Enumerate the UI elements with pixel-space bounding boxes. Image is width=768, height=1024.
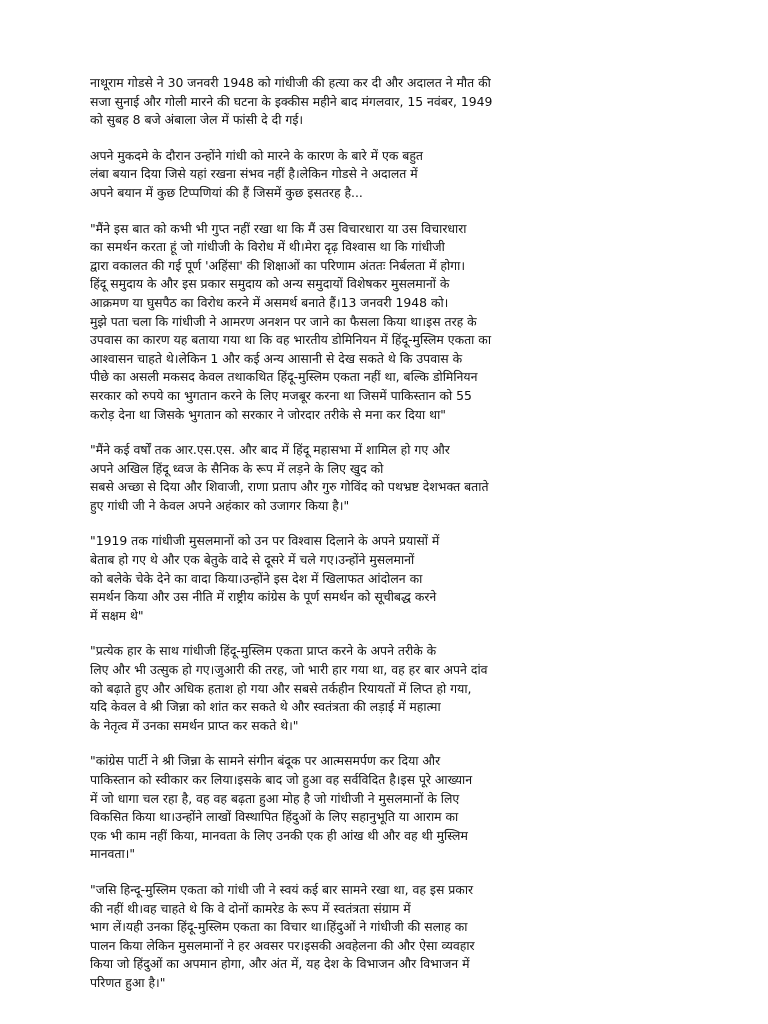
text-line: नाथूराम गोडसे ने 30 जनवरी 1948 को गांधीजी की हत्या कर दी और अदालत ने मौत की	[90, 75, 491, 90]
text-line: लिए और भी उत्सुक हो गए।जुआरी की तरह, जो भारी हार गया था, वह हर बार अपने दांव	[90, 662, 488, 678]
text-line: आक्रमण या घुसपैठ का विरोध करने में असमर्थ बनाते हैं।13 जनवरी 1948 को।	[90, 294, 449, 310]
paragraph-4	[90, 441, 682, 515]
text-line: को बढ़ाते हुए और अधिक हताश हो गया और सबसे तर्कहीन रियायतों में लिप्त हो गया,	[90, 680, 472, 696]
text-line: सरकार को रुपये का भुगतान करने के लिए मजबूर करना था जिसमें पाकिस्तान को 55	[90, 387, 472, 403]
text-line: का समर्थन करता हूं जो गांधीजी के विरोध में थी।मेरा दृढ़ विश्वास था कि गांधीजी	[90, 239, 445, 255]
paragraph-3	[90, 220, 682, 425]
text-line: को बलेके चेके देने का वादा किया।उन्होंने इस देश में खिलाफत आंदोलन का	[90, 570, 423, 586]
text-line: सबसे अच्छा से दिया और शिवाजी, राणा प्रताप और गुरु गोविंद को पथभ्रष्ट देशभक्त बताते	[90, 479, 489, 495]
paragraph-8	[90, 881, 682, 993]
text-line: एक भी काम नहीं किया, मानवता के लिए उनकी एक ही आंख थी और वह थी मुस्लिम	[90, 827, 468, 843]
text-line: मानवता।"	[90, 846, 136, 862]
text-line: सजा सुनाई और गोली मारने की घटना के इक्कीस महीने बाद मंगलवार, 15 नवंबर, 1949	[90, 93, 493, 109]
text-line: पाकिस्तान को स्वीकार कर लिया।इसके बाद जो हुआ वह सर्वविदित है।इस पूरे आख्यान	[90, 772, 473, 787]
text-line: "मैंने कई वर्षों तक आर.एस.एस. और बाद में हिंदू महासभा में शामिल हो गए और	[90, 442, 450, 458]
paragraph-7	[90, 752, 682, 864]
text-line: यदि केवल वे श्री जिन्ना को शांत कर सकते थे और स्वतंत्रता की लड़ाई में महात्मा	[90, 699, 441, 715]
text-line: परिणत हुआ है।"	[90, 974, 166, 990]
text-line: भाग लें।यही उनका हिंदू-मुस्लिम एकता का विचार था।हिंदुओं ने गांधीजी की सलाह का	[90, 919, 468, 935]
text-line: आश्वासन चाहते थे।लेकिन 1 और कई अन्य आसानी से देख सकते थे कि उपवास के	[90, 350, 463, 366]
text-line: "मैंने इस बात को कभी भी गुप्त नहीं रखा था कि मैं उस विचारधारा या उस विचारधारा	[90, 220, 467, 236]
text-line: में सक्षम थे"	[90, 607, 144, 623]
text-line: किया जो हिंदुओं का अपमान होगा, और अंत में, यह देश के विभाजन और विभाजन में	[90, 956, 470, 972]
text-line: को सुबह 8 बजे अंबाला जेल में फांसी दे दी गई।	[90, 112, 304, 128]
paragraph-2	[90, 147, 682, 203]
text-line: हुए गांधी जी ने केवल अपने अहंकार को उजागर किया है।"	[90, 497, 350, 513]
text-line: अपने अखिल हिंदू ध्वज के सैनिक के रूप में लड़ने के लिए खुद को	[90, 460, 384, 476]
text-line: की नहीं थी।वह चाहते थे कि वे दोनों कामरेड के रूप में स्वतंत्रता संग्राम में	[90, 900, 411, 916]
text-line: "प्रत्येक हार के साथ गांधीजी हिंदू-मुस्लिम एकता प्राप्त करने के अपने तरीके के	[90, 643, 437, 659]
paragraph-5	[90, 532, 682, 625]
text-line: लंबा बयान दिया जिसे यहां रखना संभव नहीं है।लेकिन गोडसे ने अदालत में	[90, 166, 418, 182]
text-line: द्वारा वकालत की गई पूर्ण 'अहिंसा' की शिक्षाओं का परिणाम अंततः निर्बलता में होगा।	[90, 257, 466, 273]
text-line: "1919 तक गांधीजी मुसलमानों को उन पर विश्वास दिलाने के अपने प्रयासों में	[90, 533, 440, 549]
text-line: अपने बयान में कुछ टिप्पणियां की हैं जिसमें कुछ इसतरह है...	[90, 184, 363, 200]
text-line: में जो धागा चल रहा है, वह वह बढ़ता हुआ मोह है जो गांधीजी ने मुसलमानों के लिए	[90, 790, 460, 806]
text-line: करोड़ देना था जिसके भुगतान को सरकार ने जोरदार तरीके से मना कर दिया था"	[90, 406, 446, 422]
text-line: उपवास का कारण यह बताया गया था कि वह भारतीय डोमिनियन में हिंदू-मुस्लिम एकता का	[90, 332, 492, 348]
text-line: पालन किया लेकिन मुसलमानों ने हर अवसर पर।इसकी अवहेलना की और ऐसा व्यवहार	[90, 937, 475, 953]
text-line: "कांग्रेस पार्टी ने श्री जिन्ना के सामने संगीन बंदूक पर आत्मसमर्पण कर दिया और	[90, 753, 441, 769]
text-line: मुझे पता चला कि गांधीजी ने आमरण अनशन पर जाने का फैसला किया था।इस तरह के	[90, 313, 477, 329]
text-line: "जसि हिन्दू-मुस्लिम एकता को गांधी जी ने स्वयं कई बार सामने रखा था, वह इस प्रकार	[90, 881, 474, 897]
text-line: विकसित किया था।उन्होंने लाखों विस्थापित हिंदुओं के लिए सहानुभूति या आराम का	[90, 809, 459, 825]
text-line: हिंदू समुदाय के और इस प्रकार समुदाय को अन्य समुदायों विशेषकर मुसलमानों के	[90, 276, 450, 292]
text-line: अपने मुकदमे के दौरान उन्होंने गांधी को मारने के कारण के बारे में एक बहुत	[90, 147, 423, 163]
paragraph-6	[90, 642, 682, 735]
document-body	[90, 74, 682, 1010]
text-line: पीछे का असली मकसद केवल तथाकथित हिंदू-मुस्लिम एकता नहीं था, बल्कि डोमिनियन	[90, 369, 478, 385]
text-line: बेताब हो गए थे और एक बेतुके वादे से दूसरे में चले गए।उन्होंने मुसलमानों	[90, 552, 415, 568]
paragraph-1	[90, 74, 682, 130]
text-line: समर्थन किया और उस नीति में राष्ट्रीय कांग्रेस के पूर्ण समर्थन को सूचीबद्ध करने	[90, 589, 437, 605]
text-line: के नेतृत्व में उनका समर्थन प्राप्त कर सकते थे।"	[90, 717, 299, 733]
